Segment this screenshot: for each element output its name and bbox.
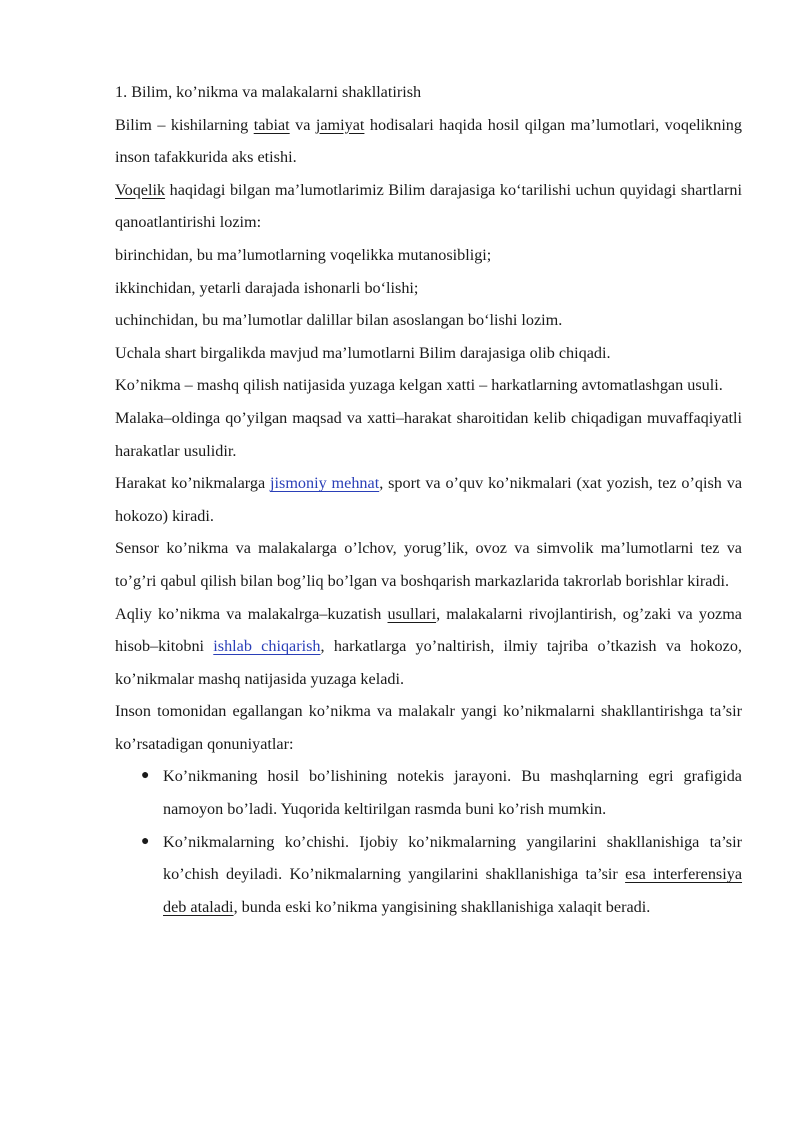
paragraph-malaka: Malaka–oldinga qo’yilgan maqsad va xatti–harakat sharoitidan kelib chiqadigan muvaffaqiyatli harakatlar usulidir.: [115, 408, 742, 460]
paragraph-uchala: Uchala shart birgalikda mavjud ma’lumotlarni Bilim darajasiga olib chiqadi.: [115, 343, 611, 362]
link-jismoniy-mehnat[interactable]: jismoniy mehnat: [270, 474, 380, 493]
paragraph-voqelik: [115, 174, 742, 239]
paragraph-harakat: [115, 467, 742, 532]
section-heading: 1. Bilim, ko’nikma va malakalarni shakllatirish: [115, 83, 422, 101]
bullet-icon: ●: [141, 833, 150, 849]
text-span: Aqliy ko’nikma va malakalrga–kuzatish: [115, 604, 388, 623]
list-item: [115, 760, 742, 825]
paragraph-inson: Inson tomonidan egallangan ko’nikma va malakalr yangi ko’nikmalarni shakllantirishga ta’sir ko’rsatadigan qonuniyatlar:: [115, 702, 742, 753]
bullet-list: [115, 760, 742, 923]
condition-line: uchinchidan, bu ma’lumotlar dalillar bilan asoslangan bo‘lishi lozim.: [115, 311, 563, 330]
link-tabiat[interactable]: tabiat: [253, 115, 290, 134]
text-span: Bilim – kishilarning: [115, 115, 254, 134]
condition-line: ikkinchidan, yetarli darajada ishonarli bo‘lishi;: [115, 278, 419, 297]
link-ishlab-chiqarish[interactable]: ishlab chiqarish: [213, 637, 321, 656]
link-usullari[interactable]: usullari: [387, 604, 437, 623]
paragraph-aqliy: [115, 598, 742, 696]
text-span: , bunda eski ko’nikma yangisining shakllanishiga xalaqit beradi.: [233, 897, 651, 916]
link-interferensiya[interactable]: esa interferensiya deb ataladi: [163, 865, 743, 916]
paragraph-bilim: [115, 109, 742, 174]
link-jamiyat[interactable]: jamiyat: [315, 115, 365, 134]
text-span: Ko’nikmaning hosil bo’lishining notekis jarayoni. Bu mashqlarning egri grafigida namoyon bo’ladi. Yuqorida keltirilgan rasmda buni ko’rish mumkin.: [163, 767, 742, 819]
text-span: Harakat ko’nikmalarga: [115, 474, 271, 493]
bullet-icon: ●: [141, 768, 150, 784]
text-span: , malakalarni rivojlantirish, og’zaki va yozma hisob–kitobni: [115, 604, 742, 656]
text-span: va: [289, 115, 316, 134]
text-span: haqidagi bilgan ma’lumotlarimiz Bilim darajasiga ko‘tarilishi uchun quyidagi shartlarni qanoatlantirishi lozim:: [115, 180, 742, 232]
condition-line: birinchidan, bu ma’lumotlarning voqelikka mutanosibligi;: [115, 245, 492, 264]
paragraph-konikma: Ko’nikma – mashq qilish natijasida yuzaga kelgan xatti – harkatlarning avtomatlashgan usuli.: [115, 376, 723, 395]
link-voqelik[interactable]: Voqelik: [115, 180, 166, 199]
text-span: Ko’nikmalarning ko’chishi. Ijobiy ko’nikmalarning yangilarini shakllanishiga ta’sir ko’chish deyiladi. Ko’nikmalarning yangilarini shakllanishiga ta’sir: [163, 832, 742, 884]
list-item: [115, 826, 742, 924]
text-span: , sport va o’quv ko’nikmalari (xat yozish, tez o’qish va hokozo) kiradi.: [115, 474, 743, 525]
text-span: , harkatlarga yo’naltirish, ilmiy tajriba o’tkazish va hokozo, ko’nikmalar mashq natijasida yuzaga keladi.: [115, 637, 742, 688]
document-page: [115, 76, 742, 923]
text-span: hodisalari haqida hosil qilgan ma’lumotlari, voqelikning inson tafakkurida aks etishi.: [115, 115, 742, 167]
paragraph-sensor: Sensor ko’nikma va malakalarga o’lchov, yorug’lik, ovoz va simvolik ma’lumotlarni tez va to’g’ri qabul qilish bilan bog’liq bo’lgan va boshqarish markazlarida takrorlab borishlar kiradi.: [115, 539, 742, 590]
